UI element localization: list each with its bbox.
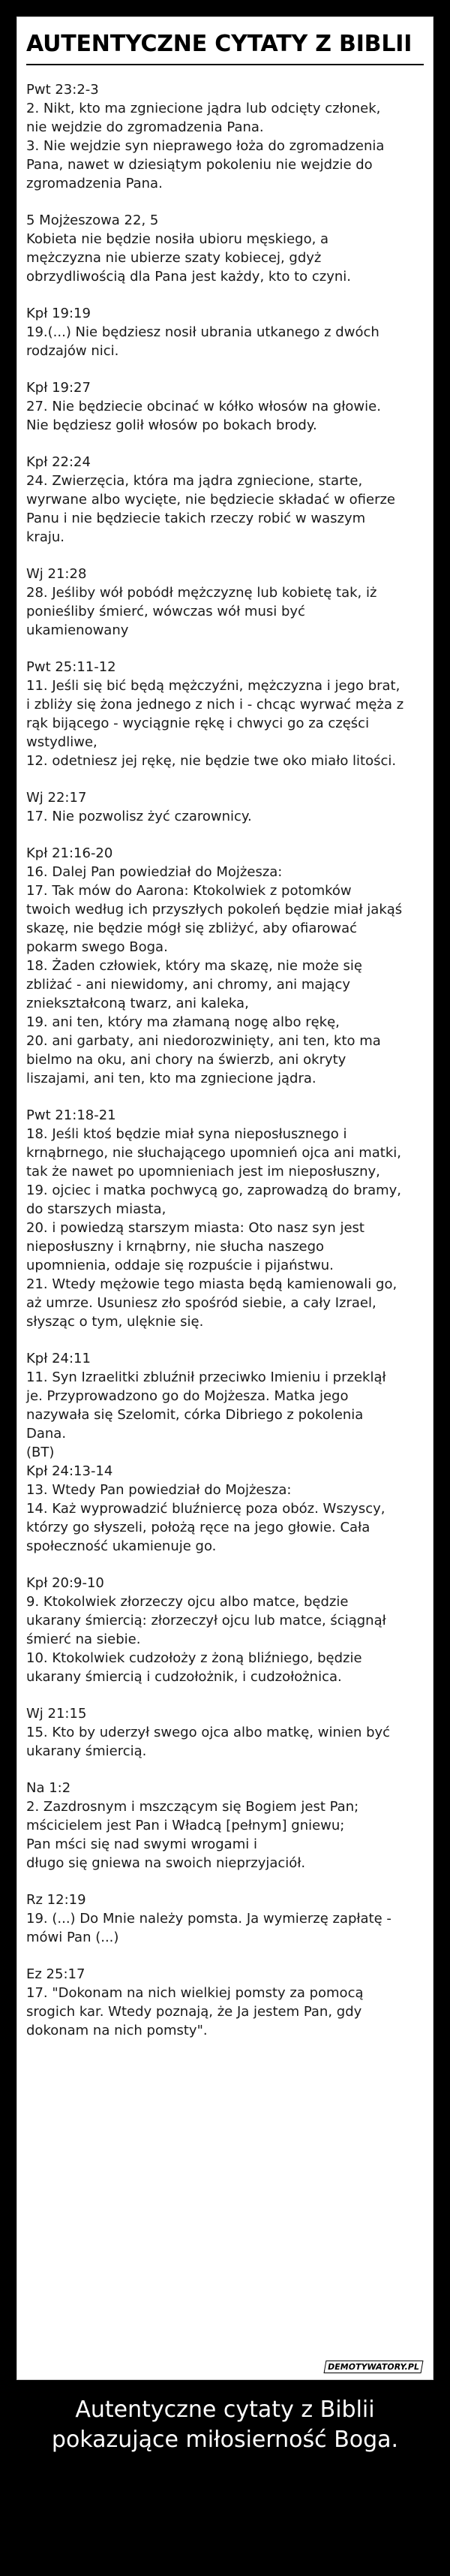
verse-text-line: 18. Żaden człowiek, który ma skazę, nie może się [26,958,362,974]
verse-text-line: twoich według ich przyszłych pokoleń będzie miał jakąś [26,902,403,917]
quote-list [26,80,425,2058]
verse-text-line: wstydliwe, [26,734,98,750]
verse-reference: Ez 25:17 [26,1966,86,1982]
verse-text-line: śmierć na siebie. [26,1631,141,1647]
verse-text-line: długo się gniewa na swoich nieprzyjaciół. [26,1855,306,1871]
verse-text-line: bielmo na oku, ani chory na świerzb, ani okryty [26,1052,346,1068]
verse-text-line: 24. Zwierzęcia, która ma jądra zgniecione, starte, [26,473,363,489]
verse-text-line: zbliżać - ani niewidomy, ani chromy, ani mający [26,977,351,993]
verse-text-line: Nie będziesz golił włosów po bokach brody. [26,417,317,433]
verse-text-line: kraju. [26,529,64,545]
verse-reference: Pwt 25:11-12 [26,659,116,675]
verse-text-line: 19. (...) Do Mnie należy pomsta. Ja wymierzę zapłatę - [26,1911,392,1927]
verse-reference: Pwt 23:2-3 [26,82,99,98]
verse-text-line: Kobieta nie będzie nosiła ubioru męskiego, a [26,231,329,247]
verse-reference: Kpł 21:16-20 [26,845,113,861]
site-watermark: DEMOTYWATORY.PL [324,2361,424,2373]
verse-text-line: aż umrze. Usuniesz zło spośród siebie, a cały Izrael, [26,1295,376,1311]
verse-text-line: i zbliży się żona jednego z nich i - chcąc wyrwać męża z [26,697,404,713]
verse-reference: Pwt 21:18-21 [26,1107,116,1123]
verse-text-line: upomnienia, oddaje się rozpuście i pijaństwu. [26,1258,334,1273]
quote-section [26,1106,425,1331]
verse-text-line: mówi Pan (...) [26,1930,119,1945]
quote-section [26,1779,425,1872]
verse-text-line: 15. Kto by uderzył swego ojca albo matkę, winien być [26,1725,391,1740]
quote-section [26,211,425,286]
caption-line: Autentyczne cytaty z Biblii [75,2397,375,2423]
verse-text-line: 12. odetniesz jej rękę, nie będzie twe oko miało litości. [26,753,397,769]
verse-text-line: Kpł 24:13-14 [26,1463,113,1479]
quote-section [26,565,425,640]
verse-text-line: ukarany śmiercią: złorzeczył ojcu lub matce, ściągnął [26,1613,386,1628]
quote-section [26,453,425,547]
verse-text-line: 19.(...) Nie będziesz nosił ubrania utkanego z dwóch [26,324,380,340]
verse-text-line: Panu i nie będziecie takich rzeczy robić w waszym [26,511,366,526]
verse-text-line: 17. Tak mów do Aarona: Ktokolwiek z potomków [26,883,352,899]
verse-text-line: ukamienowany [26,622,129,638]
verse-text-line: nieposłuszny i krnąbrny, nie słucha naszego [26,1239,325,1255]
verse-text-line: 11. Syn Izraelitki zbluźnił przeciwko Imieniu i przeklął [26,1369,386,1385]
verse-reference: Kpł 19:27 [26,380,91,396]
quote-section [26,80,425,193]
verse-text-line: wyrwane albo wycięte, nie będziecie składać w ofierze [26,492,396,508]
verse-text-line: tak że nawet po upomnieniach jest im nieposłuszny, [26,1164,380,1180]
quote-section [26,1891,425,1947]
verse-text-line: Pana, nawet w dziesiątym pokoleniu nie wejdzie do [26,157,373,173]
verse-text-line: mścicielem jest Pan i Władcą [pełnym] gniewu; [26,1818,345,1833]
verse-text-line: 28. Jeśliby wół pobódł mężczyznę lub kobietę tak, iż [26,585,377,601]
verse-reference: Wj 21:15 [26,1706,87,1722]
verse-text-line: 9. Ktokolwiek złorzeczy ojcu albo matce, będzie [26,1594,349,1610]
verse-text-line: 16. Dalej Pan powiedział do Mojżesza: [26,864,283,880]
verse-text-line: ukarany śmiercią i cudzołożnik, i cudzołożnica. [26,1669,342,1685]
verse-text-line: (BT) [26,1445,55,1460]
verse-reference: 5 Mojżeszowa 22, 5 [26,212,159,228]
quote-section [26,304,425,360]
verse-text-line: 13. Wtedy Pan powiedział do Mojżesza: [26,1482,292,1498]
verse-reference: Kpł 22:24 [26,454,91,470]
verse-text-line: 2. Nikt, kto ma zgniecione jądra lub odcięty członek, [26,101,381,116]
quote-section [26,844,425,1088]
verse-reference: Wj 22:17 [26,790,87,806]
verse-text-line: 11. Jeśli się bić będą mężczyźni, mężczyzna i jego brat, [26,678,400,694]
verse-reference: Kpł 24:11 [26,1351,91,1366]
verse-reference: Kpł 20:9-10 [26,1575,104,1591]
poster-caption [0,2395,450,2455]
verse-text-line: 14. Każ wyprowadzić bluźniercę poza obóz. Wszyscy, [26,1501,386,1517]
verse-text-line: 17. Nie pozwolisz żyć czarownicy. [26,809,252,824]
verse-reference: Wj 21:28 [26,566,87,582]
verse-text-line: 20. i powiedzą starszym miasta: Oto nasz syn jest [26,1220,364,1236]
verse-text-line: 10. Ktokolwiek cudzołoży z żoną bliźniego, będzie [26,1650,362,1666]
verse-reference: Na 1:2 [26,1780,71,1796]
verse-text-line: ponieśliby śmierć, wówczas wół musi być [26,604,305,619]
verse-text-line: zniekształconą twarz, ani kaleka, [26,996,249,1011]
quote-section [26,1704,425,1761]
verse-text-line: 20. ani garbaty, ani niedorozwinięty, ani ten, kto ma [26,1033,381,1049]
quote-section [26,658,425,770]
verse-text-line: którzy go słyszeli, położą ręce na jego głowie. Cała [26,1520,370,1535]
verse-text-line: liszajami, ani ten, kto ma zgniecione jądra. [26,1071,316,1086]
quote-section [26,1965,425,2040]
verse-text-line: krnąbrnego, nie słuchającego upomnień ojca ani matki, [26,1145,402,1161]
verse-text-line: 3. Nie wejdzie syn nieprawego łoża do zgromadzenia [26,138,385,154]
verse-text-line: zgromadzenia Pana. [26,176,163,191]
verse-text-line: społeczność ukamienuje go. [26,1538,217,1554]
verse-text-line: Dana. [26,1426,67,1442]
poster-title: AUTENTYCZNE CYTATY Z BIBLII [26,31,412,57]
verse-text-line: nie wejdzie do zgromadzenia Pana. [26,119,264,135]
quote-section [26,378,425,435]
quote-section [26,788,425,826]
verse-text-line: rąk bijącego - wyciągnie rękę i chwyci go za części [26,716,370,731]
verse-text-line: nazywała się Szelomit, córka Dibriego z pokolenia [26,1407,364,1423]
verse-text-line: rodzajów nici. [26,343,119,359]
verse-text-line: obrzydliwością dla Pana jest każdy, kto to czyni. [26,269,352,285]
verse-reference: Kpł 19:19 [26,306,91,321]
verse-text-line: słysząc o tym, ulęknie się. [26,1314,204,1330]
verse-text-line: skazę, nie będzie mógł się zbliżyć, aby ofiarować [26,920,358,936]
quote-section [26,1574,425,1686]
verse-text-line: dokonam na nich pomsty". [26,2023,208,2038]
quote-section [26,1349,425,1556]
verse-text-line: 19. ani ten, który ma złamaną nogę albo rękę, [26,1014,340,1030]
verse-text-line: 27. Nie będziecie obcinać w kółko włosów na głowie. [26,399,381,414]
verse-text-line: do starszych miasta, [26,1201,166,1217]
verse-text-line: 17. "Dokonam na nich wielkiej pomsty za pomocą [26,1985,364,2001]
verse-text-line: srogich kar. Wtedy poznają, że Ja jestem Pan, gdy [26,2004,362,2020]
title-underline [26,64,424,65]
verse-text-line: 19. ojciec i matka pochwycą go, zaprowadzą do bramy, [26,1183,402,1198]
verse-text-line: 18. Jeśli ktoś będzie miał syna nieposłusznego i [26,1126,347,1142]
verse-text-line: Pan mści się nad swymi wrogami i [26,1836,257,1852]
verse-text-line: mężczyzna nie ubierze szaty kobiecej, gdyż [26,250,322,266]
verse-text-line: pokarm swego Boga. [26,939,168,955]
verse-text-line: 21. Wtedy mężowie tego miasta będą kamienowali go, [26,1276,398,1292]
verse-text-line: je. Przyprowadzono go do Mojżesza. Matka jego [26,1388,349,1404]
verse-reference: Rz 12:19 [26,1892,86,1908]
poster-frame [16,17,434,2380]
verse-text-line: 2. Zazdrosnym i mszczącym się Bogiem jest Pan; [26,1799,359,1815]
caption-line: pokazujące miłosierność Boga. [51,2427,399,2453]
verse-text-line: ukarany śmiercią. [26,1743,147,1759]
